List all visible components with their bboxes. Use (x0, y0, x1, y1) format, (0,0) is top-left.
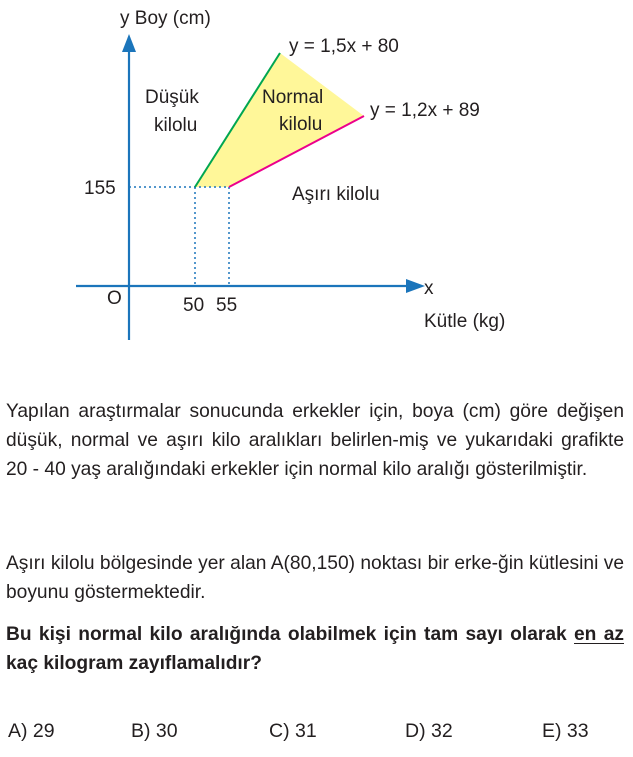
choice-c[interactable]: C) 31 (269, 720, 317, 742)
region-low-line1: Düşük (145, 87, 199, 108)
choice-b[interactable]: B) 30 (131, 720, 178, 742)
y-axis-label: y Boy (cm) (120, 8, 211, 29)
question-text (6, 620, 624, 678)
region-high-label: Aşırı kilolu (292, 184, 380, 205)
y-tick-label: 155 (84, 178, 116, 199)
x-axis-arrowhead (406, 279, 425, 293)
choice-a[interactable]: A) 29 (8, 720, 55, 742)
guide-lines (129, 187, 229, 286)
region-normal-line1: Normal (262, 87, 324, 108)
choice-d[interactable]: D) 32 (405, 720, 453, 742)
question-part-2: kaç kilogram zayıflamalıdır? (6, 653, 262, 674)
region-low-line2: kilolu (154, 115, 198, 136)
x-axis-label: x (424, 278, 434, 299)
answer-choices (0, 720, 633, 750)
choice-e[interactable]: E) 33 (542, 720, 589, 742)
x-tick-label-55: 55 (216, 295, 238, 316)
upper-line-label: y = 1,5x + 80 (289, 36, 399, 57)
lower-line-label: y = 1,2x + 89 (370, 100, 480, 121)
question-underlined: en az (574, 624, 624, 645)
intro-paragraph: Yapılan araştırmalar sonucunda erkekler için, boya (cm) göre değişen düşük, normal ve aşırı kilo aralıkları belirlen-miş ve yukarıdaki grafikte 20 - 40 yaş aralığındaki erkekler için normal kilo aralığı gösterilmiştir. (6, 401, 624, 480)
origin-label: O (107, 288, 122, 309)
question-part-1: Bu kişi normal kilo aralığında olabilmek için tam sayı olarak (6, 624, 575, 645)
x-axis-unit-label: Kütle (kg) (424, 311, 506, 332)
point-paragraph: Aşırı kilolu bölgesinde yer alan A(80,150) noktası bir erke-ğin kütlesini ve boyunu göstermektedir. (6, 553, 624, 603)
y-axis-arrowhead (122, 34, 136, 52)
region-normal-line2: kilolu (279, 114, 323, 135)
x-tick-label-50: 50 (183, 295, 205, 316)
